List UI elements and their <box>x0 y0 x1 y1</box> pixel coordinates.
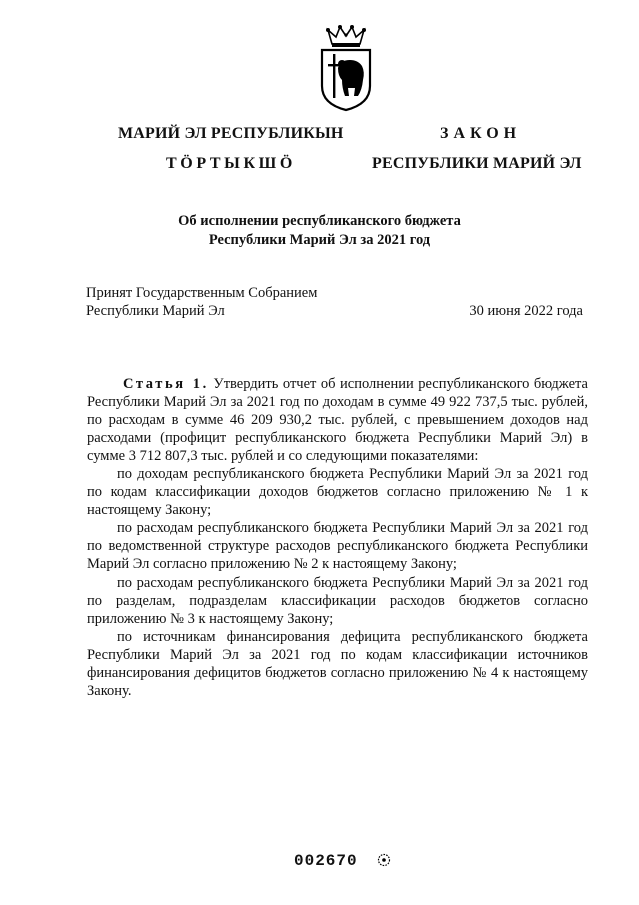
article-item: по источникам финансирования дефицита республиканского бюджета Республики Марий Эл за 2021 год по кодам классификации источников финансирования дефицитов бюджетов согласно приложению № 4 к настоящему Закону. <box>87 628 588 699</box>
title-line2: Республики Марий Эл за 2021 год <box>208 232 431 248</box>
article-label: Статья 1. <box>123 376 209 392</box>
adoption-block <box>86 284 317 320</box>
seal-mark-icon <box>377 853 391 867</box>
header-left-line1: МАРИЙ ЭЛ РЕСПУБЛИКЫН <box>118 125 344 142</box>
article-item: по доходам республиканского бюджета Республики Марий Эл за 2021 год по кодам классификации доходов бюджетов согласно приложению № 1 к настоящему Закону; <box>87 466 588 519</box>
article-item: по расходам республиканского бюджета Республики Марий Эл за 2021 год по разделам, подразделам классификации расходов бюджетов согласно приложению № 3 к настоящему Закону; <box>87 574 588 627</box>
article-item: по расходам республиканского бюджета Республики Марий Эл за 2021 год по ведомственной структуре расходов республиканского бюджета Республики Марий Эл согласно приложению № 2 к настоящему Закону; <box>87 520 588 573</box>
adoption-date: 30 июня 2022 года <box>469 303 583 319</box>
article-intro <box>87 375 588 465</box>
article-intro-text: Утвердить отчет об исполнении республиканского бюджета Республики Марий Эл за 2021 год по доходам в сумме 49 922 737,5 тыс. рублей, по расходам в сумме 46 209 930,2 тыс. рублей, с превышением доходов над расходами (профицит республиканского бюджета Республики Марий Эл) в сумме 3 712 807,3 тыс. рублей и со следующими показателями: <box>87 376 588 465</box>
adoption-line2: Республики Марий Эл <box>86 303 225 319</box>
document-number: 002670 <box>294 852 358 870</box>
article-body <box>87 375 588 700</box>
header-right-line2: РЕСПУБЛИКИ МАРИЙ ЭЛ <box>372 155 582 172</box>
header-left-line2: ТӦРТЫКШӦ <box>166 155 296 172</box>
header-right-line1: ЗАКОН <box>440 125 522 142</box>
adoption-line1: Принят Государственным Собранием <box>86 285 318 301</box>
document-title <box>0 212 639 250</box>
title-line1: Об исполнении республиканского бюджета <box>178 213 461 229</box>
coat-of-arms-icon <box>318 24 374 112</box>
